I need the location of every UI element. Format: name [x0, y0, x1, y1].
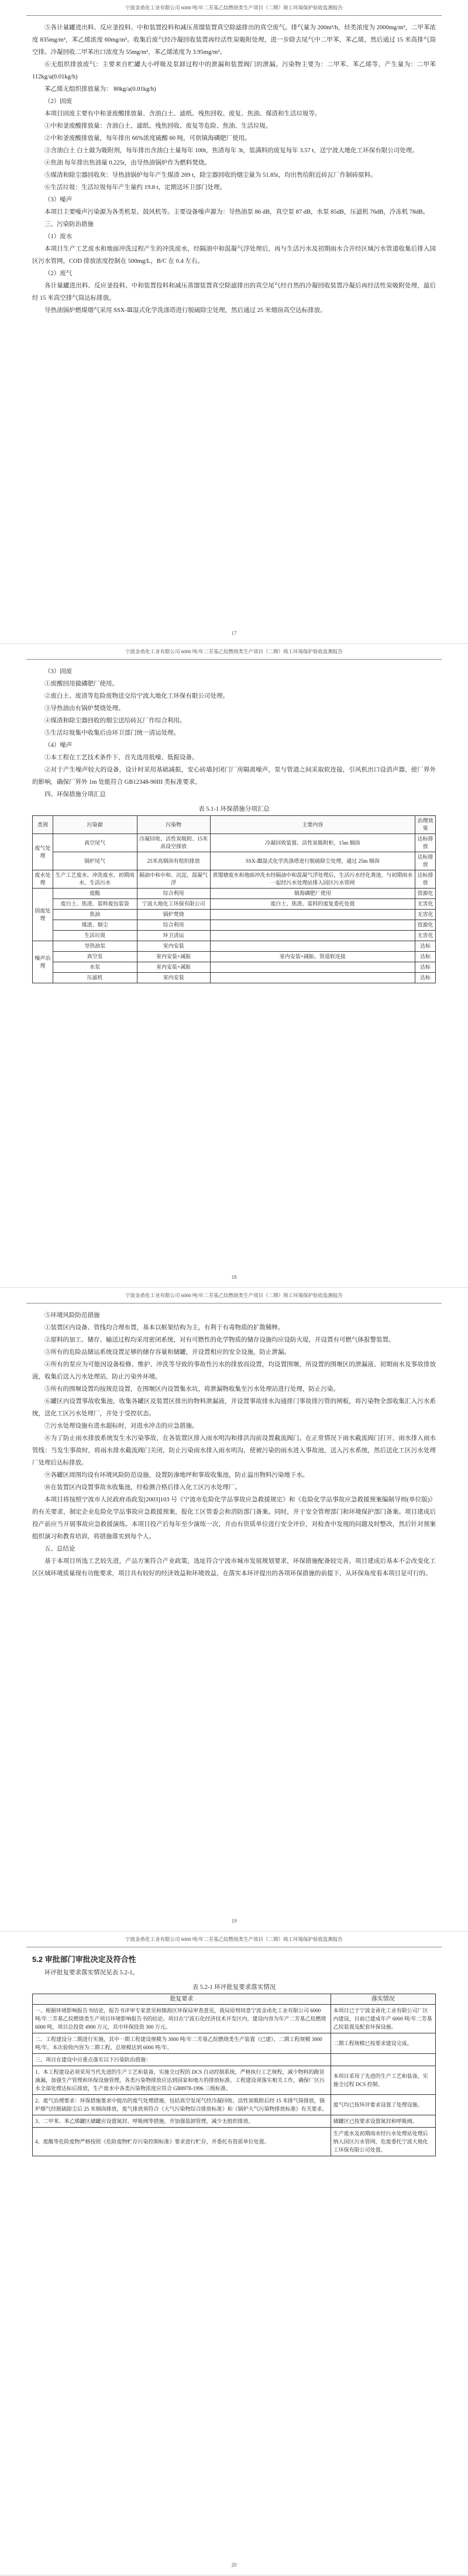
table-cell: 达标 [415, 973, 436, 983]
section-title: 5.2 审批部门审批决定及符合性 [32, 1955, 136, 1964]
column-header: 污染源 [53, 816, 137, 834]
table-cell [210, 931, 415, 941]
table-cell: 生产废水及初期雨水经污水处理站处理后纳入园区污水管网，危废委托宁波大地化工环保有限公司处置。 [331, 2128, 435, 2156]
table-cell: 储罐区已按要求设置氮封和呼吸阀。 [331, 2115, 435, 2128]
table-row [33, 834, 436, 852]
paragraph: 三、污染防治措施 [44, 221, 94, 228]
table-cell: 无害化 [415, 899, 436, 910]
paragraph: ②原料的加工、储存、输送过程均采用密闭系统，对有可燃性的化学物质的储存设施均应设防火堤，并设置有可燃气体报警装置。 [44, 1337, 395, 1343]
table-row [33, 2066, 436, 2095]
paragraph: 导热油锅炉燃煤烟气采用 SSX-Ⅲ湿式化学洗涤塔进行脱硫除尘处理，然后通过 25 米烟囱高空达标排放。 [44, 307, 326, 314]
table-cell: 室内安装 [137, 973, 210, 983]
paragraph: ④焦油 每年排出焦油量 0.225t，由导热油锅炉作为燃料焚烧。 [44, 160, 211, 166]
table-cell: 达标排放 [415, 870, 436, 889]
table-cell: 2、废气治理要求：环保措施要求中提出的废气处理措施，包括真空泵尾气经冷凝回收、活性炭吸附后经 15 米排气筒排放，锅炉烟气经脱硫除尘后 25 米烟囱排放，废气排放须符合《大气污染物综合排放标准》和《锅炉大气污染物排放标准》有关要求。 [33, 2095, 331, 2115]
table-cell: 废酸 [53, 889, 137, 899]
table-cell: 资源化 [415, 889, 436, 899]
paragraph: ③导热油由有锅炉焚烧处理。 [44, 705, 125, 712]
column-header: 污染物 [137, 816, 210, 834]
paragraph: 本项目固废主要有中和釜废酸排放量、含油白土、滤纸、残焦回收、废复、焦油、煤渣和生活垃圾等。 [44, 111, 321, 117]
paragraph: ⑦污水处理设施有进水超标时，对进水冲击的应急措施。 [44, 1423, 198, 1429]
paragraph: ④煤渣和除尘器回收的烟尘送给砖瓦厂作综合利用。 [44, 718, 186, 724]
table-cell: 蒸馏塘废水和地面冲洗水经隔油中和混凝气浮处理后，生活污水经化粪池，与初期雨水一起经污水处理站排入园区污水管网 [210, 870, 415, 889]
paragraph: ⑤煤渣和除尘器回收灰：导热油锅炉每年产生煤渣 269 t，除尘器回收的烟尘量为 51.85t，均出售给附近砖瓦厂作制砖原料。 [44, 172, 377, 179]
paragraph: ①本工程在工艺技术条件下，首先选用低噪、低振设备。 [44, 754, 198, 761]
table-cell: SSX-Ⅲ湿式化学洗涤塔进行脱硫除尘处理，通过 25m 烟囱 [210, 852, 415, 870]
paragraph: 各计量罐进出料、反应釜投料、中和装置投料和减压蒸馏装置真空除滤排出的真空尾气经自然的冷凝回收装置冷凝后再经活性炭吸附处理，最后经 15 米高空排气筒达标排放。 [32, 283, 436, 301]
table-cell [210, 910, 415, 920]
table-cell: 噪声治理 [33, 941, 53, 983]
paragraph: 四、环保措施分项汇总 [44, 791, 106, 798]
paragraph: ②废白土、废渣等危险废物送交给宁波大地化工环保有限公司处理。 [44, 693, 229, 699]
table-row [33, 2128, 436, 2156]
table-cell [210, 941, 415, 952]
table-cell: 导热油泵 [53, 941, 137, 952]
page-number: 19 [231, 1918, 237, 1924]
table-cell: 二期工程规模已按要求建设完成。 [331, 2033, 435, 2054]
table-cell: 综合利用 [137, 889, 210, 899]
paragraph: 苯乙烯无组织排放量为： 80kg/a(0.01kg/h) [44, 86, 156, 92]
table-cell: 真空尾气 [53, 834, 137, 852]
table-row [33, 2115, 436, 2128]
table-row [33, 2095, 436, 2115]
page-header: 宁波金甬化工业有限公司 6000 吨/年二芳基乙烷燃烧类生产项目（二期）竣工环境保护验收监测报告 [26, 1288, 442, 1304]
paragraph: （1）废水 [44, 234, 73, 240]
table-cell: 冷凝回收、活性炭吸附、15米高设空排放 [137, 834, 210, 852]
paragraph: ①废酸回用做磷肥厂使用。 [44, 681, 118, 687]
page-number: 20 [231, 2562, 237, 2568]
table-cell: 三、项目在建设中应重点落实以下污染防治措施： [33, 2054, 331, 2066]
table-cell: 废气处理 [33, 834, 53, 870]
table-cell [331, 2054, 435, 2066]
table-header-row [33, 1994, 436, 2005]
table-cell: 室内安装+减振 [137, 962, 210, 973]
table-cell: 达标 [415, 962, 436, 973]
table-cell: 25米高烟囱有组织排放 [137, 852, 210, 870]
table-cell: 废气均已按环评要求设置了处理设施。 [331, 2095, 435, 2115]
table-header-row [33, 816, 436, 834]
paragraph: ①中和釜废酸排放量：含油白土、滤纸、残焦回收、废复等危险、焦油、生活垃圾。 [44, 123, 272, 129]
paragraph: ⑥罐区内设置事故收集池，收集各罐区及装置区排出的物料泄漏液，并设置事故排水沟通排门事故排污管的闸板，将污染物全部收集汇入污水系统，送化工区污水处理厂，并处于受控状态。 [32, 1398, 436, 1417]
table-row [33, 889, 436, 899]
page-header: 宁波金甬化工业有限公司 6000 吨/年二芳基乙烷燃烧类生产项目（二期）竣工环境保护验收监测报告 [26, 644, 442, 660]
table-cell: 综合利用 [137, 920, 210, 931]
table-caption: 表 5.1-1 环保措施分项汇总 [198, 806, 270, 812]
table-cell: 资源化 [415, 920, 436, 931]
paragraph: ⑤生活垃圾集中收集后由环卫部门统一清运处理。 [44, 730, 180, 736]
paragraph: 本项目将按照宁波市人民政府甬政发[2003]103 号《宁波市危险化学品事故应急救援规定》和《危险化学品事故应急救援预案编制导则(单位版)》的有关要求，制定企业危险化学品事故应急救援预案，报化工区管委会和消防部门备案。同时，并于安全管理部门和环境保护部门备案。项目建成后投产前应当开展事故应急救援演练。本项目投产后每年至少演练一次，并由有资质单位进行安全评价，对检查中发现的问题及时整改，然后针对预案组织演习和教育培训，将措施落实到每个人。 [32, 1497, 436, 1540]
table-cell: 冷凝回收装置、活性炭吸附柜，15m 烟囱 [210, 834, 415, 852]
paragraph: ⑤各计量罐进出料、反应釜投料、中和装置投料和减压蒸馏装置真空除滤排出的真空废气。排气量为 200m³/h，烃类浓度为 2000mg/m³，二甲苯浓度 835mg/m³，苯乙烯浓度 60mg/m³。收集后废气经冷凝回收装置再经活性炭吸附处理，进一步除去尾气中二甲苯、苯乙烯，然后通过 15 米高排气筒空排。冷凝回收二甲苯出口浓度为 55mg/m³，苯乙烯浓度为 3.95mg/m³。 [32, 25, 436, 56]
paragraph: ②中和釜废酸排放量，每年排出 66%浓度硫酸 60 吨，可供镇海磷肥厂使用。 [44, 135, 251, 142]
paragraph: 五、总结论 [44, 1546, 75, 1552]
column-header: 类别 [33, 816, 53, 834]
paragraph: ①装置区内设备、管线均合理布置，基本以框架结构为主，有利于有毒物质的扩散稀释。 [44, 1325, 284, 1331]
table-cell: 废白土、焦渣、装料的废复委托处置 [210, 899, 415, 910]
paragraph: ⑧为了防止雨水排放系统发生水污染事故，在各装置区排入雨水明沟和排洪沟前设置截流阀门。在正常情况下雨水截流阀门打开，雨水排入雨水管线：当发生事故时，将雨水排水截流阀门关闭，防止污染雨水排入雨水明沟，使被污染的雨水进入事故池，送入污水系统，然后送化工区污水处理厂处理后达标排放。 [32, 1435, 436, 1466]
table-cell: 生活垃圾 [53, 931, 137, 941]
table-row [33, 910, 436, 920]
column-header: 落实情况 [331, 1994, 435, 2005]
table-cell: 隔油中和中和、沉淀，混凝气浮 [137, 870, 210, 889]
table-cell: 生产工艺废水、冲洗废水、初期雨水、生活污水 [53, 870, 137, 889]
table-body [33, 2005, 436, 2156]
table-row [33, 899, 436, 910]
report-page-17 [0, 0, 468, 644]
table-row [33, 931, 436, 941]
table-cell: 水泵 [53, 962, 137, 973]
table-cell: 无害化 [415, 910, 436, 920]
table-row [33, 2005, 436, 2033]
table-row [33, 952, 436, 962]
table-cell: 环卫清运 [137, 931, 210, 941]
table-row [33, 962, 436, 973]
paragraph: （3）噪声 [44, 197, 73, 203]
page-body [32, 666, 436, 801]
column-header: 治理效果 [415, 816, 436, 834]
paragraph: ④所有的泵应为可能因设备检修、维护、冲洗等导致的事故性污水的排放而设置，均设置围堰，所设置的围堰区的泄漏液、初期雨水及事故排放液，收集后送入污水处理站，防止污染外环境。 [32, 1361, 436, 1380]
paragraph: ⑥生活垃圾：生活垃圾每年产生量约 19.8 t，定期送环卫部门处理。 [44, 184, 226, 191]
table-cell: 本项目采用了先进的生产工艺和装备，实施全过程 DCS 控制。 [331, 2066, 435, 2095]
paragraph: 本项目主要噪声污染源为各类机泵、鼓风机等。主要设备噪声源为：导热油泵 86 dB，真空泵 87 dB，水泵 85dB，压滤机 76dB，冷冻机 78dB。 [44, 209, 429, 215]
table-cell: 真空泵 [53, 952, 137, 962]
table-cell: 镇海磷肥厂使用 [210, 889, 415, 899]
table-cell: 固废处理 [33, 889, 53, 941]
table-cell: 废水处理 [33, 870, 53, 889]
table-cell: 达标排放 [415, 852, 436, 870]
paragraph: ⑤所有的围堰设置均按规范设置，在围堰区内设置集水坑，将泄漏物收集至污水处理站进行处理，防止污染。 [44, 1386, 339, 1392]
table-cell: 达标排放 [415, 834, 436, 852]
table-cell: 1、本工程建设必须采用当代先进的生产工艺和装备，实施全过程的 DCS 自动控制系统，严格执行工艺规程，减少物料的跑冒滴漏，加强生产管理和环保设施管理，各类污染物排放应达到国家和地方的排放标准。工程建设须落实相关工作，确保厂区污水全部处理达标后排放，生产废水中各类污染物浓度应符合 GB8978-1996 三级标准。 [33, 2066, 331, 2095]
table-row [33, 973, 436, 983]
paragraph: ⑥无组织排放废气：主要来自贮罐大小呼吸及泵卸过程中的泄漏和装置阀门的泄漏。污染物主要为：二甲苯、苯乙烯等，产生量为：二甲苯 112kg/a(0.01kg/h) [32, 61, 436, 80]
paragraph: ⑩在装置区内设置事故水收集池，经检测合格后排入化工区污水处理厂。 [44, 1484, 241, 1491]
paragraph: 基于本项目所选工艺较先进，产品方案符合产业政策，选址符合宁波市城市发展规划要求，环保措施配备较完善，项目建成后基本不会改变化工区区域环境质量现有功能要求，项目具有较好的经济效益和环境效益，在落实本环评提出的各项环保措施的前提下，从环保角度看本项目是可行的。 [32, 1558, 436, 1577]
table-cell: 废白土、焦渣、装料废包装袋 [53, 899, 137, 910]
table-cell: 一、根据环境影响报告书结论，报告书评审专家意见和镇海区环保局审查意见，我局原则同意宁波金甬化工业有限公司 6000 吨/年二芳基乙烷燃烧类生产项目环境影响报告书的结论。项目在宁波石化经济技术开发区内，建设内容为年产二芳基乙烷燃烧 6000 吨，项目总投资 4900 万元，其中环保投资 300 万元。 [33, 2005, 331, 2033]
table-cell [210, 973, 415, 983]
page-body [32, 22, 436, 317]
table-cell: 达标 [415, 952, 436, 962]
page-header: 宁波金甬化工业有限公司 6000 吨/年二芳基乙烷燃烧类生产项目（二期）竣工环境保护验收监测报告 [26, 1932, 442, 1947]
column-header: 批复要求 [33, 1994, 331, 2005]
table-row [33, 870, 436, 889]
paragraph: ②对于产生噪声较大的设备，设计时采用基础减振，安心砖墙封闭门厂房隔离噪声，泵与管道之间采取软连接，引风机出口设消声器，使厂界外的影响，确保厂界外 1m 处能符合 GB12348-90III 类标准要求。 [32, 767, 436, 786]
table-cell: 室内安装 [137, 941, 210, 952]
table-cell: 室内安装+减振 [137, 952, 210, 962]
table-cell: 4、废酸等危险废物严格按照《危险废物贮存污染控制标准》要求进行贮存，并委托有资质单位处置。 [33, 2128, 331, 2156]
table-cell: 无害化 [415, 931, 436, 941]
paragraph: （2）固废 [44, 98, 73, 105]
table-row [33, 2054, 436, 2066]
table-row [33, 2033, 436, 2054]
table-cell [210, 920, 415, 931]
paragraph: （3）固废 [44, 668, 73, 675]
env-measures-table [32, 815, 436, 983]
table-cell: 3、二甲苯、苯乙烯罐区储罐应设置氮封、呼吸阀等措施，并加强装卸管理，减少无组织排放。 [33, 2115, 331, 2128]
paragraph: （4）噪声 [44, 742, 73, 749]
paragraph: （2）废气 [44, 270, 73, 277]
paragraph: ⑤环境风险防范措施 [44, 1312, 100, 1319]
report-page-18 [0, 644, 468, 1288]
approval-compliance-table [32, 1994, 436, 2156]
page-body [32, 1309, 436, 1580]
column-header: 主要内容 [210, 816, 415, 834]
table-cell: 室内安装+减振、管道软连接 [210, 952, 415, 962]
section-intro: 环评批复要求落实情况见表 5.2-1。 [44, 1970, 139, 1976]
table-row [33, 941, 436, 952]
page-number: 17 [231, 630, 237, 636]
table-cell: 压滤机 [53, 973, 137, 983]
table-cell: 本项目已于宁波金甬化工业有限公司厂区内建设，目前已建成年产 6000 吨/年二芳基乙烷装置及配套环保设施。 [331, 2005, 435, 2033]
table-cell: 达标 [415, 941, 436, 952]
paragraph: 本项目生产工艺废水和地面冲洗过程产生的冲洗废水，经隔油中和混凝气浮处理后，再与生活污水及初期雨水合并经区域污水管道收集后排入园区污水管网，COD 排放浓度控制在 500mg/L，B/C 在 0.4 左右。 [32, 246, 436, 265]
table-caption: 表 5.2-1 环评批复要求落实情况 [192, 1984, 276, 1991]
table-row [33, 920, 436, 931]
page-number: 18 [231, 1274, 237, 1280]
paragraph: ③所有的危险品储运系统设置足够的储存容量和储罐，并设置相应的安全设施，防止泄漏。 [44, 1349, 290, 1356]
table-cell: 二、工程建设分二期进行实施，其中一期工程建设规模为 3000 吨/年二芳基乙烷燃烧类生产装置（已建），二期工程规模 3000 吨/年，本次验收内容为二期工程，总规模达到 6000 吨/年。 [33, 2033, 331, 2054]
paragraph: ⑨各罐区周围均设有环境风险防范设施，设置防渗地坪和事故收集池，防止溢出物料污染地下水。 [44, 1472, 309, 1479]
page-header: 宁波金甬化工业有限公司 6000 吨/年二芳基乙烷燃烧类生产项目（二期）竣工环境保护验收监测报告 [26, 0, 442, 16]
paragraph: ③含油白土 白土做为吸附剂，每年排出含油白土量每年 100t，焦渣每年 3t，装满料的废复每年 3.57 t，送宁波大地化工环保有限公司处理。 [44, 148, 418, 154]
report-page-20 [0, 1932, 468, 2575]
table-cell: 煤渣、烟尘 [53, 920, 137, 931]
table-cell: 焦油 [53, 910, 137, 920]
table-cell: 宁波大地化工环保有限公司 [137, 899, 210, 910]
report-page-19 [0, 1288, 468, 1932]
table-cell [210, 962, 415, 973]
table-body [33, 834, 436, 983]
table-cell: 锅炉焚烧 [137, 910, 210, 920]
table-cell: 锅炉尾气 [53, 852, 137, 870]
table-row [33, 852, 436, 870]
